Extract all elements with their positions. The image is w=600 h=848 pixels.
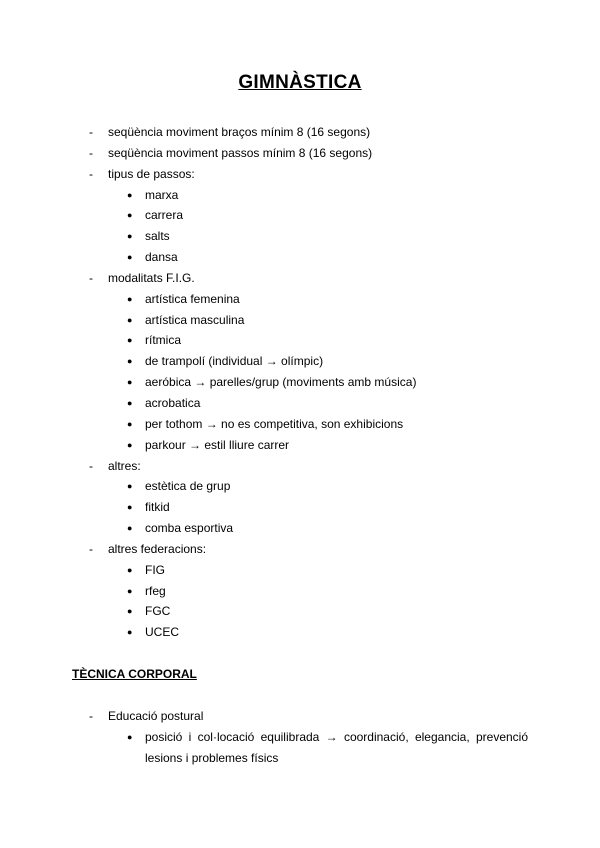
list-item — [0, 164, 600, 185]
bullet-icon: ● — [127, 252, 133, 263]
list-item — [0, 310, 600, 331]
list-item-text: estètica de grup — [145, 479, 231, 494]
list-item-text: acrobatica — [145, 395, 201, 410]
list-item-text: per tothom → no es competitiva, son exhibicions — [145, 416, 404, 431]
dash-marker: - — [89, 458, 93, 473]
bullet-icon: ● — [127, 502, 133, 513]
list-item — [0, 205, 600, 226]
list-item-text: Educació postural — [108, 709, 204, 723]
bullet-icon: ● — [127, 231, 133, 242]
list-item — [0, 351, 600, 372]
list-item — [0, 706, 600, 727]
list-item — [0, 518, 600, 539]
list-item-text: FIG — [145, 562, 165, 577]
list-item — [0, 268, 600, 289]
list-item-text: aeróbica → parelles/grup (moviments amb música) — [145, 375, 417, 390]
list-item — [0, 226, 600, 247]
list-item-text: altres federacions: — [108, 541, 207, 556]
list-item-text: UCEC — [145, 625, 180, 640]
list-item — [0, 372, 600, 393]
list-item — [0, 581, 600, 602]
list-item — [0, 414, 600, 435]
list-item-text: rfeg — [145, 583, 166, 598]
list-item — [0, 289, 600, 310]
dash-marker: - — [89, 541, 93, 556]
list-item — [0, 539, 600, 560]
list-item — [0, 497, 600, 518]
dash-marker: - — [89, 270, 93, 285]
list-item-text: FGC — [145, 604, 171, 619]
list-item-text: seqüència moviment passos mínim 8 (16 segons) — [108, 145, 373, 160]
list-item-text: artística masculina — [145, 312, 245, 327]
bullet-icon: ● — [127, 523, 133, 534]
page-title: GIMNÀSTICA — [238, 72, 362, 93]
list-item — [0, 601, 600, 622]
dash-marker: - — [89, 145, 93, 160]
bullet-icon: ● — [127, 377, 133, 388]
bullet-icon: ● — [127, 210, 133, 221]
list-item-text: seqüència moviment braços mínim 8 (16 segons) — [108, 125, 371, 139]
list-item — [0, 247, 600, 268]
main-list — [0, 122, 600, 643]
list-item-text: salts — [145, 229, 170, 244]
list-item — [0, 330, 600, 351]
bullet-icon: ● — [127, 564, 133, 575]
list-item — [0, 122, 600, 143]
bullet-icon: ● — [127, 481, 133, 492]
bullet-icon: ● — [127, 606, 133, 617]
section-list — [0, 706, 600, 769]
list-item — [0, 560, 600, 581]
bullet-icon: ● — [127, 293, 133, 304]
bullet-icon: ● — [127, 585, 133, 596]
list-item — [0, 456, 600, 477]
bullet-icon: ● — [127, 189, 133, 200]
list-item-text: marxa — [145, 187, 179, 202]
list-item-text: rítmica — [145, 333, 181, 348]
section-heading: TÈCNICA CORPORAL — [72, 667, 197, 681]
list-item-text: modalitats F.I.G. — [108, 270, 195, 285]
dash-marker: - — [89, 709, 93, 723]
list-item — [0, 393, 600, 414]
list-item-text: parkour → estil lliure carrer — [145, 437, 290, 452]
list-item-text: dansa — [145, 250, 178, 265]
list-item — [0, 476, 600, 497]
list-item-text: posició i col·locació equilibrada → coordinació, elegancia, prevenció lesions i problemes físics — [145, 729, 528, 765]
bullet-icon: ● — [127, 627, 133, 638]
bullet-icon: ● — [127, 335, 133, 346]
dash-marker: - — [89, 125, 93, 139]
list-item-text: carrera — [145, 208, 184, 223]
list-item — [0, 143, 600, 164]
bullet-icon: ● — [127, 397, 133, 408]
list-item-text: fitkid — [145, 500, 170, 515]
bullet-icon: ● — [127, 356, 133, 367]
list-item — [0, 185, 600, 206]
dash-marker: - — [89, 166, 93, 181]
bullet-icon: ● — [127, 314, 133, 325]
list-item-text: de trampolí (individual → olímpic) — [145, 354, 324, 369]
list-item — [0, 435, 600, 456]
bullet-icon: ● — [127, 439, 133, 450]
list-item-text: altres: — [108, 458, 141, 473]
list-item-text: artística femenina — [145, 291, 240, 306]
list-item-text: comba esportiva — [145, 521, 234, 536]
list-item-text: tipus de passos: — [108, 166, 195, 181]
list-item — [0, 622, 600, 643]
bullet-icon: ● — [127, 418, 133, 429]
bullet-icon: ● — [127, 731, 133, 742]
list-item — [0, 727, 600, 769]
